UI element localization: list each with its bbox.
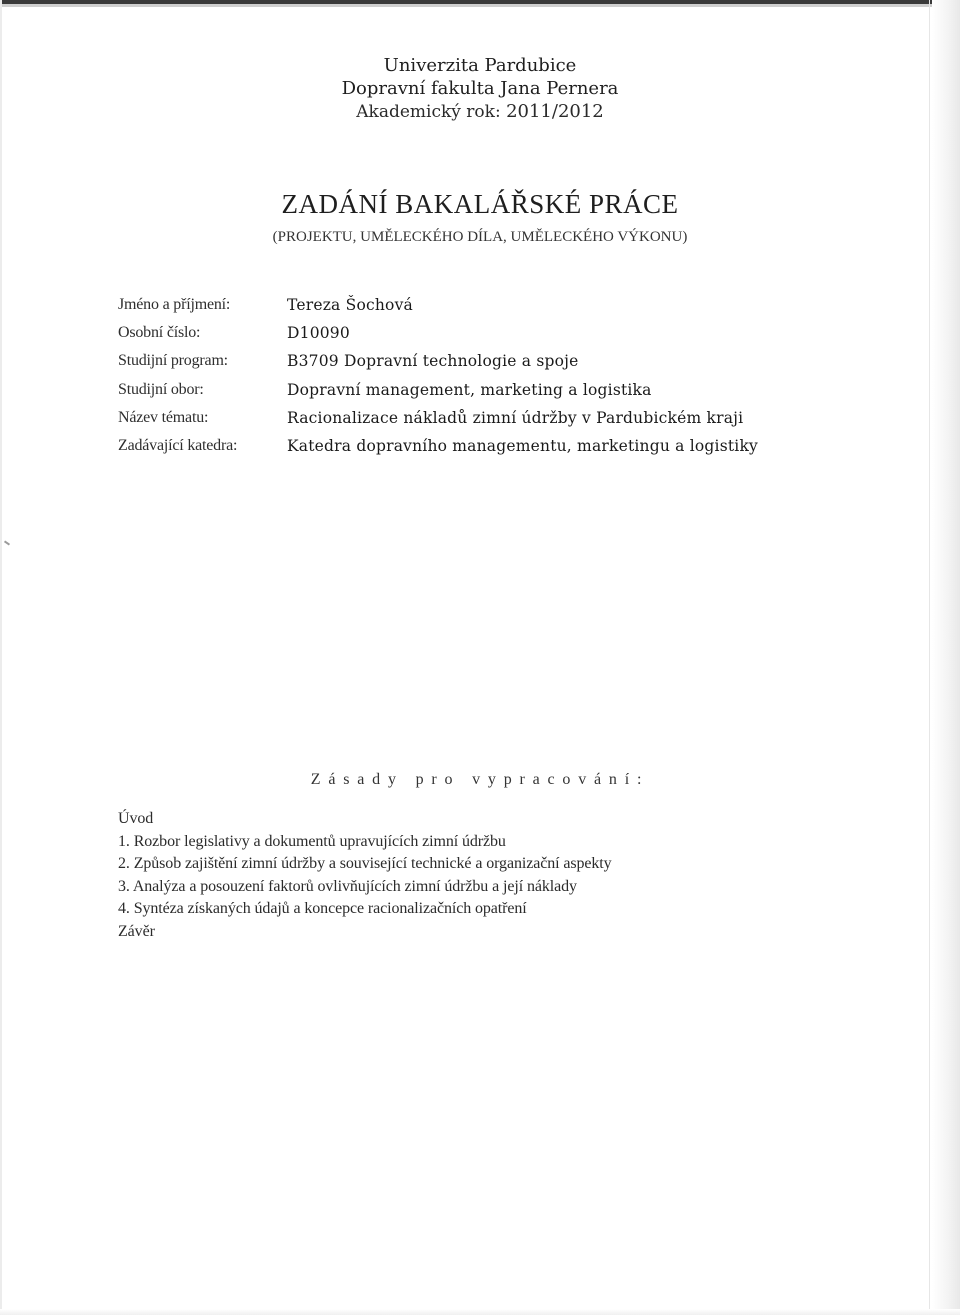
info-label: Studijní program: — [118, 352, 228, 369]
principles-heading: Zásady pro vypracování: — [310, 771, 650, 788]
outline-item: 4. Syntéza získaných údajů a koncepce racionalizačních opatření — [118, 900, 527, 917]
faculty-name: Dopravní fakulta Jana Pernera — [341, 78, 619, 99]
outline-item: 3. Analýza a posouzení faktorů ovlivňujících zimní údržbu a její náklady — [118, 877, 577, 895]
info-value: D10090 — [287, 324, 350, 342]
info-value: Dopravní management, marketing a logistika — [287, 381, 652, 399]
info-value: B3709 Dopravní technologie a spoje — [287, 352, 579, 370]
scan-bottom-edge — [0, 1309, 960, 1315]
scan-speck — [4, 540, 10, 545]
university-name: Univerzita Pardubice — [383, 55, 577, 76]
info-label: Zadávající katedra: — [118, 437, 238, 454]
outline-item: 2. Způsob zajištění zimní údržby a související technické a organizační aspekty — [118, 855, 612, 872]
outline-item: Závěr — [118, 922, 155, 940]
academic-year-value: 2011/2012 — [506, 101, 604, 122]
info-label: Název tématu: — [118, 409, 209, 426]
document-title: ZADÁNÍ BAKALÁŘSKÉ PRÁCE — [281, 189, 679, 219]
principles-outline — [118, 808, 612, 943]
info-value: Racionalizace nákladů zimní údržby v Pardubickém kraji — [287, 409, 744, 427]
info-value: Tereza Šochová — [287, 296, 413, 314]
info-label: Osobní číslo: — [118, 324, 201, 341]
academic-year-label: Akademický rok: — [356, 102, 501, 122]
info-label: Jméno a příjmení: — [118, 296, 231, 313]
academic-year — [0, 101, 960, 123]
info-value: Katedra dopravního managementu, marketingu a logistiky — [287, 437, 759, 455]
scan-top-shadow — [0, 4, 960, 7]
document-subtitle: (PROJEKTU, UMĚLECKÉHO DÍLA, UMĚLECKÉHO VÝKONU) — [272, 229, 688, 245]
outline-item: 1. Rozbor legislativy a dokumentů upravujících zimní údržbu — [118, 832, 506, 850]
info-label: Studijní obor: — [118, 381, 204, 398]
outline-item: Úvod — [118, 810, 154, 827]
